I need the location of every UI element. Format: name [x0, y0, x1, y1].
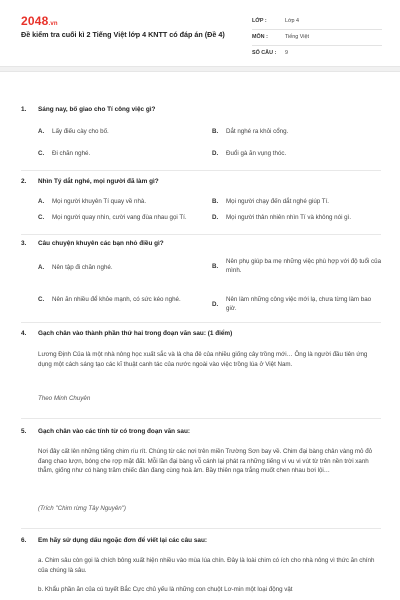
question-3 [21, 240, 164, 249]
option-text: Mọi người chạy đến dắt nghé giúp Tí. [226, 198, 330, 205]
option-letter: A. [38, 264, 45, 272]
option-text: Đuổi gà ăn vụng thóc. [226, 150, 287, 157]
question-number: 3. [21, 240, 27, 247]
option-letter: C. [38, 214, 45, 222]
option-2c[interactable] [38, 214, 203, 223]
meta-value: Lớp 4 [285, 17, 300, 24]
site-logo[interactable] [21, 13, 58, 29]
question-number: 1. [21, 106, 27, 113]
option-1b[interactable] [212, 128, 382, 137]
option-2b[interactable] [212, 198, 382, 207]
question-separator [21, 528, 381, 529]
logo-suffix: .vn [48, 21, 58, 27]
logo-main: 2048 [21, 14, 49, 28]
option-2a-content[interactable] [38, 198, 203, 207]
option-3c[interactable] [38, 296, 203, 305]
option-3d[interactable] [212, 296, 382, 314]
meta-label: MÔN : [252, 33, 268, 40]
meta-row-subject [252, 30, 382, 46]
option-text: Nên phụ giúp ba mẹ những việc phù hợp với độ tuổi của mình. [226, 258, 382, 274]
question-text: Em hãy sử dụng dấu ngoặc đơn để viết lại các câu sau: [38, 537, 207, 544]
passage-text: Nơi đây cất lên những tiếng chim ríu rít. Chúng từ các nơi trên miền Trường Sơn bay về. Chim đại bàng chân vàng mỏ đỏ đang chao lượn, bóng che rợp mặt đất. Mỗi lần đại bàng vỗ cánh lại phát ra những tiếng vi vu vi vút từ trên nền trời xanh thẳm, giống như có hàng trăm chiếc đàn đang cùng hoà âm. Bầy thiên nga trắng muốt chen nhau bơi lội… [38, 448, 373, 475]
meta-label: LỚP : [252, 17, 267, 24]
option-letter: A. [38, 128, 45, 136]
option-text: Lấy điếu cày cho bố. [52, 128, 109, 135]
option-letter: B. [212, 198, 219, 206]
passage-text: Lương Định Của là một nhà nông học xuất sắc và là cha đẻ của nhiều giống cây trồng mới… Ông là người đầu tiên ứng dụng một cách sáng tạo các kĩ thuật canh tác của nước ngoài vào việc trồng lúa ở Việt Nam. [38, 351, 368, 368]
question-separator [21, 234, 381, 235]
option-letter: C. [38, 296, 45, 304]
question-separator [21, 418, 381, 419]
question-text: Gạch chân vào các tính từ có trong đoạn văn sau: [38, 428, 190, 435]
option-text: Nên làm những công việc mới lạ, chưa từng làm bao giờ. [226, 296, 372, 312]
meta-value: 9 [285, 50, 288, 57]
question-4 [21, 330, 232, 339]
option-1c[interactable] [38, 150, 198, 159]
question-text: Sáng nay, bố giao cho Tí công việc gì? [38, 106, 156, 113]
sentence-a: a. Chim sâu còn gọi là chích bông xuất hiện nhiều vào mùa lúa chín. Đây là loài chim có ích cho nhà nông vì thức ăn chính của chúng là sâu. [38, 557, 375, 574]
option-text: Mọi người khuyên Tí quay về nhà. [52, 198, 147, 205]
question-2 [21, 178, 159, 187]
question-text: Câu chuyện khuyên các bạn nhỏ điều gì? [38, 240, 164, 247]
option-text: Nên ăn nhiều để khỏe mạnh, có sức kéo nghé. [52, 296, 181, 303]
question-number: 6. [21, 537, 27, 544]
option-text: Mọi người quay nhìn, cười vang đùa nhau gọi Tí. [52, 214, 187, 221]
option-text: Nên tập đi chăn nghé. [52, 264, 113, 271]
option-letter: A. [38, 198, 45, 206]
question-5 [21, 428, 190, 437]
option-letter: B. [212, 128, 219, 136]
question-1 [21, 106, 155, 115]
option-3a[interactable] [38, 264, 203, 273]
page-title: Đề kiểm tra cuối kì 2 Tiếng Việt lớp 4 KNTT có đáp án (Đề 4) [21, 30, 225, 39]
question-number: 5. [21, 428, 27, 435]
option-letter: B. [212, 262, 219, 270]
option-text: Đi chăn nghé. [52, 150, 91, 157]
passage-source: (Trích "Chim rừng Tây Nguyên") [38, 505, 126, 512]
header-divider [0, 66, 400, 72]
question-number: 4. [21, 330, 27, 337]
option-letter: D. [212, 214, 219, 222]
question-separator [21, 322, 381, 323]
sentence-b: b. Khẩu phần ăn của cú tuyết Bắc Cực chủ yếu là những con chuột Lơ-min một loại động vật [38, 586, 293, 593]
meta-value: Tiếng Việt [285, 33, 309, 40]
meta-label: SỐ CÂU : [252, 50, 277, 57]
option-1d[interactable] [212, 150, 382, 159]
meta-row-count [252, 46, 382, 62]
option-letter: D. [212, 150, 219, 158]
option-2d[interactable] [212, 214, 382, 223]
exam-meta [252, 14, 382, 62]
option-letter: D. [212, 300, 219, 308]
option-3b[interactable] [212, 258, 382, 276]
option-text: Dắt nghé ra khỏi cổng. [226, 128, 289, 135]
option-1a[interactable] [38, 128, 198, 137]
question-text: Nhìn Tý dắt nghé, mọi người đã làm gì? [38, 178, 159, 185]
passage-source: Theo Minh Chuyên [38, 395, 91, 402]
page-header [0, 0, 400, 64]
option-letter: C. [38, 150, 45, 158]
meta-row-grade [252, 14, 382, 30]
question-separator [21, 170, 381, 171]
question-6 [21, 537, 207, 546]
question-text: Gạch chân vào thành phần thứ hai trong đoạn văn sau: (1 điểm) [38, 330, 233, 337]
question-number: 2. [21, 178, 27, 185]
option-text: Mọi người thản nhiên nhìn Tí và không nói gì. [226, 214, 352, 221]
